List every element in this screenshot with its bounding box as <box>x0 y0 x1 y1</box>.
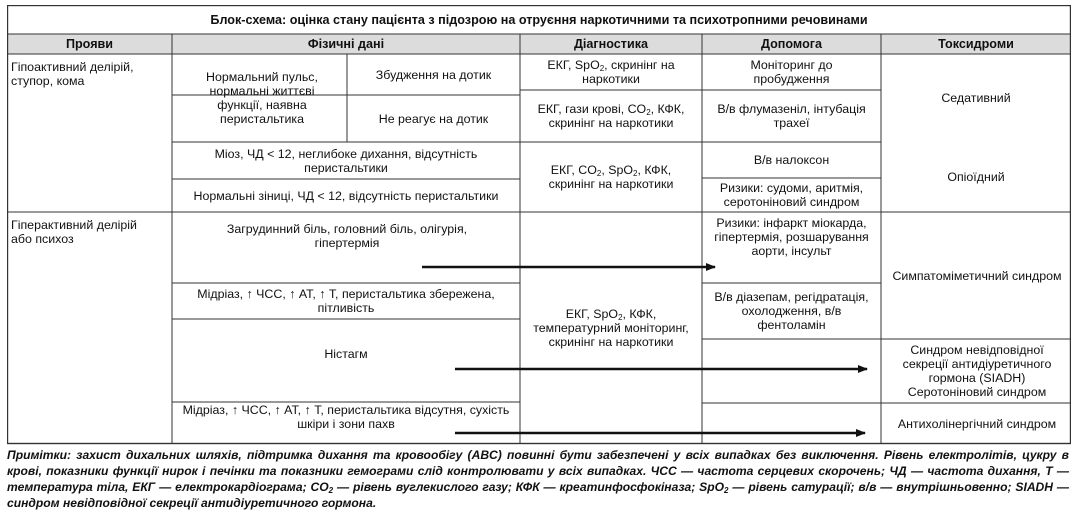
help-risks-infarction: Ризики: інфаркт міокарда, гіпертермія, розшарування аорти, інсульт <box>714 216 869 258</box>
hyperactive-label: Гіперактивний делірій або психоз <box>11 218 137 246</box>
toxidrome-sedative: Седативний <box>941 91 1011 105</box>
normal-pupils-cell: Нормальні зіниці, ЧД < 12, відсутність перистальтики <box>193 188 499 203</box>
help-flumazenil: В/в флумазеніл, інтубація трахеї <box>717 102 866 130</box>
header-help: Допомога <box>760 37 823 51</box>
flowchart-table <box>7 5 1071 445</box>
toxidrome-sympathomimetic: Симпатоміметичний синдром <box>892 268 1062 283</box>
mydriasis-absent-cell: Мідріаз, ↑ ЧСС, ↑ АТ, ↑ Т, перистальтика відсутня, сухість шкіри і зони пахв <box>182 403 510 431</box>
chest-pain-cell: Загрудинний біль, головний біль, олігурія, гіпертермія <box>226 222 468 250</box>
header-physical: Фізичні дані <box>307 37 385 51</box>
toxidrome-opioid: Опіоїдний <box>947 170 1005 184</box>
diag-ecg-spo2: ЕКГ, SpO$_2$, скринінг на наркотики <box>547 58 675 86</box>
nystagmus-cell: Ністагм <box>324 346 368 361</box>
normal-pulse-cell: Нормальний пульс, нормальні життєві функції, наявна перистальтика <box>206 70 318 126</box>
miosis-cell: Міоз, ЧД < 12, неглибоке дихання, відсутність перистальтики <box>214 146 478 175</box>
diag-temperature-monitoring: ЕКГ, SpO$_2$, КФК, температурний моніторинг, скринінг на наркотики <box>533 307 689 349</box>
toxidrome-anticholinergic: Антихолінергічний синдром <box>897 416 1057 431</box>
arousal-cell: Збудження на дотик <box>375 67 492 82</box>
hypoactive-label: Гіпоактивний делірій, ступор, кома <box>11 60 134 88</box>
help-risks-seizures: Ризики: судоми, аритмія, серотоніновий синдром <box>719 181 864 209</box>
help-monitoring: Моніторинг до пробудження <box>750 58 833 86</box>
help-diazepam: В/в діазепам, регідратація, охолодження, в/в фентоламін <box>714 290 869 332</box>
footnotes: Примітки: захист дихальних шляхів, підтримка дихання та кровообігу (ABC) повинні бути забезпечені у всіх випадках без виключення. Рівень електролітів, цукру в крові, показники функції нирок і печінки та показники гемограми слід контролювати у всіх випадках. ЧСС — частота серцевих скорочень; ЧД — частота дихання, Т — температура тіла, ЕКГ — електрокардіограма; $CO_2$ — рівень вуглекислого газу; КФК — креатинфосфокіназа; SpO$_2$ — рівень сатурації; в/в — внутрішньовенно; SIADH — синдром невідповідної секреції антидіуретичного гормона. <box>7 448 1070 510</box>
diag-blood-gases: ЕКГ, гази крові, $CO_2$, КФК, скринінг на наркотики <box>537 102 685 130</box>
diag-co2-spo2: ЕКГ, $CO_2$, SpO$_2$, КФК, скринінг на наркотики <box>548 163 674 191</box>
help-naloxone: В/в налоксон <box>753 153 830 167</box>
header-toxidromes: Токсидроми <box>938 37 1014 51</box>
header-diagnostics: Діагностика <box>573 37 649 51</box>
toxidrome-siadh-serotonin: Синдром невідповідної секреції антидіуретичного гормона (SIADH) Серотоніновий синдром <box>902 343 1052 399</box>
no-response-cell: Не реагує на дотик <box>378 111 489 126</box>
table-title: Блок-схема: оцінка стану пацієнта з підозрою на отруєння наркотичними та психотропними речовинами <box>210 12 868 27</box>
header-manifestations: Прояви <box>65 37 114 51</box>
mydriasis-preserved-cell: Мідріаз, ↑ ЧСС, ↑ АТ, ↑ Т, перистальтика збережена, пітливість <box>197 287 495 315</box>
